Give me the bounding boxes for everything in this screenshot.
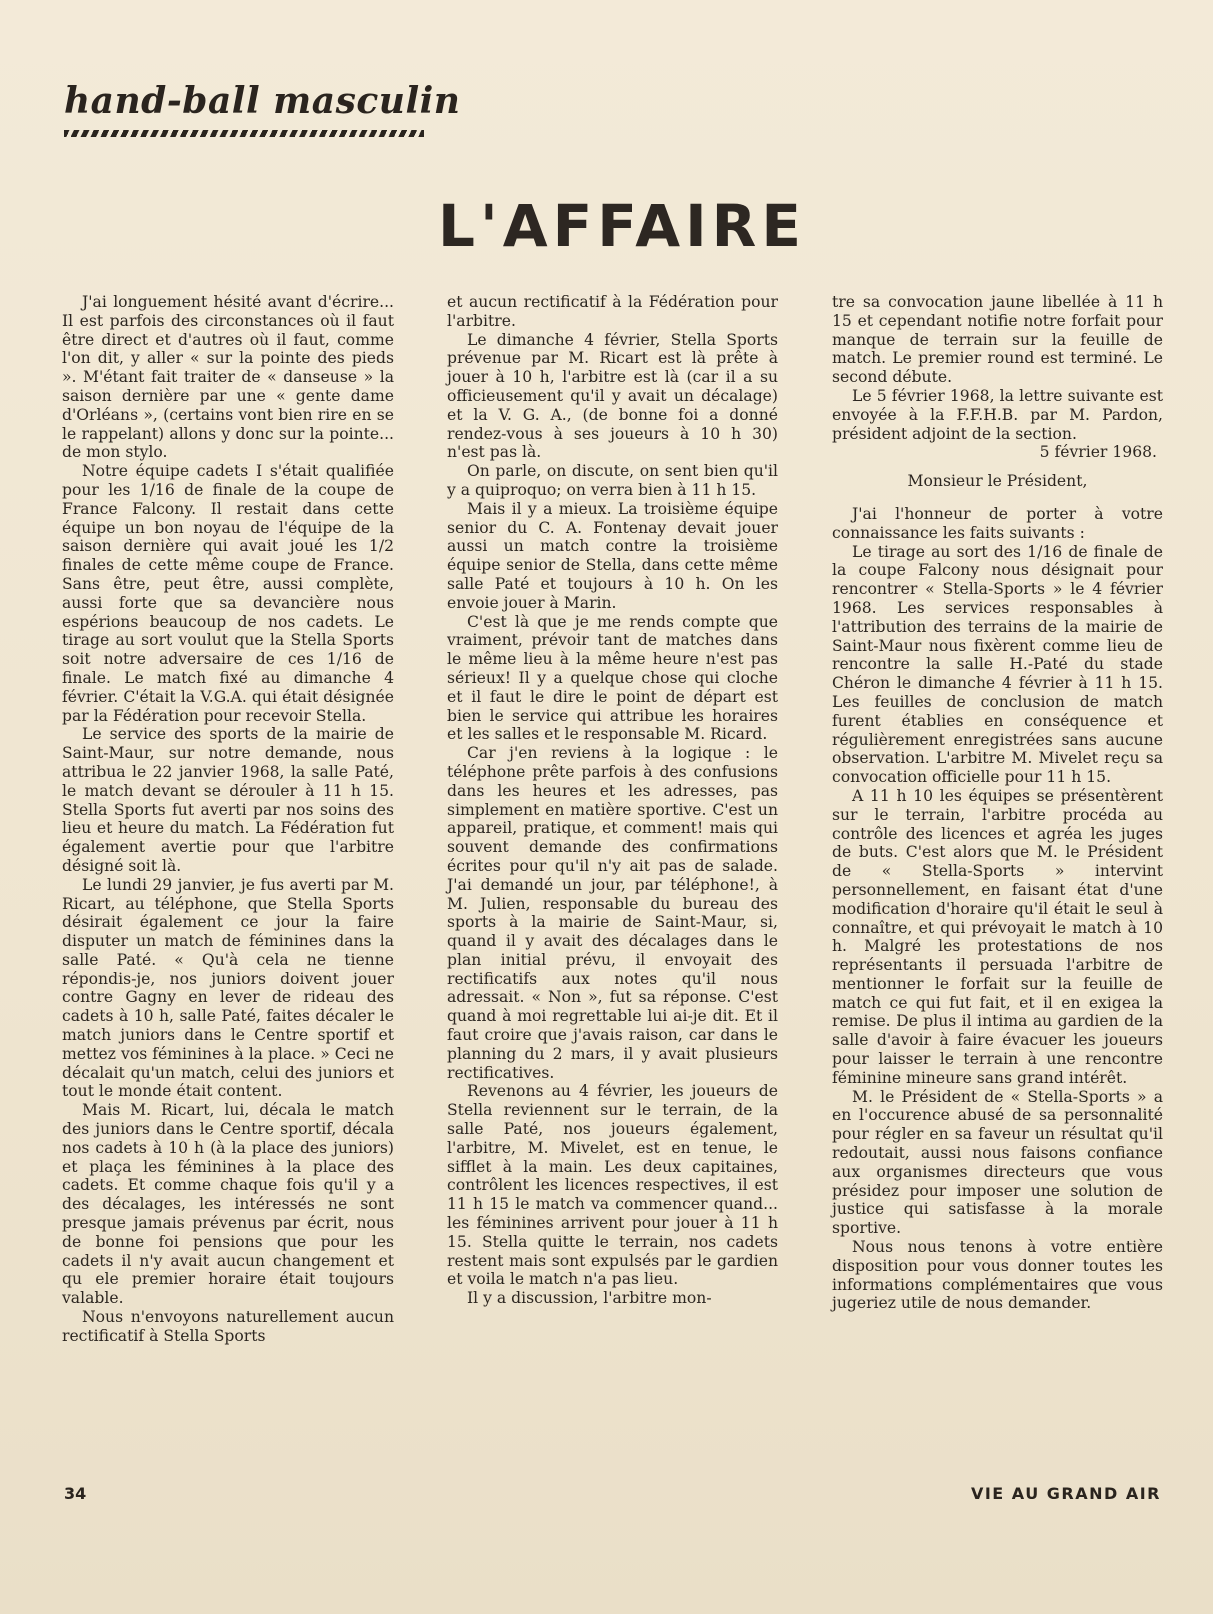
- paragraph: Car j'en reviens à la logique : le téléphone prête parfois à des confusions dans les heures et les adresses, pas simplement en matière sportive. C'est un appareil, pratique, et comment! mais qui souvent demande des confirmations écrites pour qu'il n'y ait pas de salade. J'ai demandé un jour, par téléphone!, à M. Julien, responsable du bureau des sports à la mairie de Saint-Maur, si, quand il y avait des décalages dans le plan initial prévu, il envoyait des rectificatifs aux notes qu'il nous adressait. « Non », fut sa réponse. C'est quand à moi regrettable lui ai-je dit. Et il faut croire que j'avais raison, car dans le planning du 2 mars, il y avait plusieurs rectificatives.: [447, 744, 778, 1082]
- paragraph: Le tirage au sort des 1/16 de finale de la coupe Falcony nous désignait pour rencontrer « Stella-Sports » le 4 février 1968. Les services responsables à l'attribution des terrains de la mairie de Saint-Maur nous fixèrent comme lieu de rencontre la salle H.-Paté du stade Chéron le dimanche 4 février à 11 h 15. Les feuilles de conclusion de match furent établies en conséquence et régulièrement enregistrées sans aucune observation. L'arbitre M. Mivelet reçu sa convocation officielle pour 11 h 15.: [832, 542, 1163, 787]
- letter-salutation: Monsieur le Président,: [907, 472, 1088, 491]
- paragraph: Mais M. Ricart, lui, décala le match des juniors dans le Centre sportif, décala nos cadets à 10 h (à la place des juniors) et plaça les féminines à la place des cadets. Et comme chaque fois qu'il y a des décalages, les intéressés ne sont presque jamais prévenus par écrit, nous de bonne foi pensions que pour les cadets il n'y avait aucun changement et qu ele premier horaire était toujours valable.: [62, 1101, 394, 1308]
- section-title: hand-ball masculin: [64, 80, 461, 122]
- paragraph: C'est là que je me rends compte que vraiment, prévoir tant de matches dans le même lieu à la même heure n'est pas sérieux! Il y a quelque chose qui cloche et il faut le dire le point de départ est bien le service qui attribue les horaires et les salles et le responsable M. Ricard.: [447, 612, 778, 744]
- paragraph: Nous nous tenons à votre entière disposition pour vous donner toutes les informations complémentaires que vous jugeriez utile de nous demander.: [832, 1238, 1163, 1313]
- paragraph: M. le Président de « Stella-Sports » a en l'occurence abusé de sa personnalité pour régler en sa faveur un résultat qu'il redoutait, aussi nous faisons confiance aux organismes directeurs que vous présidez pour imposer une solution de justice qui satisfasse à la morale sportive.: [832, 1087, 1163, 1238]
- paragraph: J'ai l'honneur de porter à votre connaissance les faits suivants :: [832, 504, 1163, 542]
- article-column-1: [62, 293, 394, 1346]
- article-headline: L'AFFAIRE: [438, 192, 806, 260]
- paragraph: Notre équipe cadets I s'était qualifiée pour les 1/16 de finale de la coupe de France Falcony. Il restait dans cette équipe un bon noyau de l'équipe de la saison dernière qui avait joué les 1/2 finales de cette même coupe de France. Sans être, peut être, aussi complète, aussi forte que sa devancière nous espérions beaucoup de nos cadets. Le tirage au sort voulut que la Stella Sports soit notre adversaire de ces 1/16 de finale. Le match fixé au dimanche 4 février. C'était la V.G.A. qui était désignée par la Fédération pour recevoir Stella.: [62, 462, 394, 725]
- paragraph: Le lundi 29 janvier, je fus averti par M. Ricart, au téléphone, que Stella Sports désirait également ce jour la faire disputer un match de féminines dans la salle Paté. « Qu'à cela ne tienne répondis-je, nos juniors doivent jouer contre Gagny en lever de rideau des cadets à 10 h, salle Paté, faites décaler le match juniors dans le Centre sportif et mettez vos féminines à la place. » Ceci ne décalait qu'un match, celui des juniors et tout le monde était content.: [62, 875, 394, 1101]
- paragraph: tre sa convocation jaune libellée à 11 h 15 et cependant notifie notre forfait pour manque de terrain sur la feuille de match. Le premier round est terminé. Le second débute.: [832, 293, 1163, 387]
- paragraph: J'ai longuement hésité avant d'écrire... Il est parfois des circonstances où il faut être direct et d'autres où il faut, comme l'on dit, y aller « sur la pointe des pieds ». M'étant fait traiter de « danseuse » la saison dernière par une « gente dame d'Orléans », (certains vont bien rire en se le rappelant) allons y donc sur la pointe... de mon stylo.: [62, 293, 394, 462]
- paragraph: Le dimanche 4 février, Stella Sports prévenue par M. Ricart est là prête à jouer à 10 h, l'arbitre est là (car il a su officieusement qu'il y avait un décalage) et la V. G. A., (de bonne foi a donné rendez-vous à ses joueurs à 10 h 30) n'est pas là.: [447, 330, 778, 462]
- paragraph: Le 5 février 1968, la lettre suivante est envoyée à la F.F.H.B. par M. Pardon, président adjoint de la section.: [832, 386, 1163, 443]
- paragraph: On parle, on discute, on sent bien qu'il y a quiproquo; on verra bien à 11 h 15.: [447, 462, 778, 499]
- letter-date: 5 février 1968.: [1039, 443, 1157, 462]
- paragraph: Mais il y a mieux. La troisième équipe senior du C. A. Fontenay devait jouer aussi un match contre la troisième équipe senior de Stella, dans cette même salle Paté et toujours à 10 h. On les envoie jouer à Marin.: [447, 499, 778, 612]
- page-number: 34: [64, 1484, 87, 1503]
- paragraph: Le service des sports de la mairie de Saint-Maur, sur notre demande, nous attribua le 22 janvier 1968, la salle Paté, le match devant se dérouler à 11 h 15. Stella Sports fut averti par nos soins des lieu et heure du match. La Fédération fut également avertie pour que l'arbitre désigné soit là.: [62, 725, 394, 875]
- paragraph: Revenons au 4 février, les joueurs de Stella reviennent sur le terrain, de la salle Paté, nos joueurs également, l'arbitre, M. Mivelet, est en tenue, le sifflet à la main. Les deux capitaines, contrôlent les licences respectives, il est 11 h 15 le match va commencer quand... les féminines arrivent pour jouer à 11 h 15. Stella quitte le terrain, nos cadets restent mais sont expulsés par le gardien et voila le match n'a pas lieu.: [447, 1082, 778, 1289]
- paragraph: Il y a discussion, l'arbitre mon-: [467, 1289, 712, 1308]
- decorative-rule: [64, 130, 424, 137]
- article-column-2: [447, 293, 778, 1308]
- magazine-name: VIE AU GRAND AIR: [970, 1484, 1161, 1503]
- article-column-3: [832, 293, 1163, 1313]
- paragraph: A 11 h 10 les équipes se présentèrent sur le terrain, l'arbitre procéda au contrôle des licences et agréa les juges de buts. C'est alors que M. le Président de « Stella-Sports » intervint personnellement, en faisant état d'une modification d'horaire qu'il était le seul à connaître, et qui prévoyait le match à 10 h. Malgré les protestations de nos représentants il persuada l'arbitre de mentionner le forfait sur la feuille de match ce qui fut fait, et il en exigea la remise. De plus il intima au gardien de la salle d'avoir à faire évacuer les joueurs pour laisser le terrain à une rencontre féminine mineure sans grand intérêt.: [832, 786, 1163, 1087]
- paragraph: Nous n'envoyons naturellement aucun rectificatif à Stella Sports: [62, 1308, 394, 1345]
- paragraph: et aucun rectificatif à la Fédération pour l'arbitre.: [447, 293, 778, 330]
